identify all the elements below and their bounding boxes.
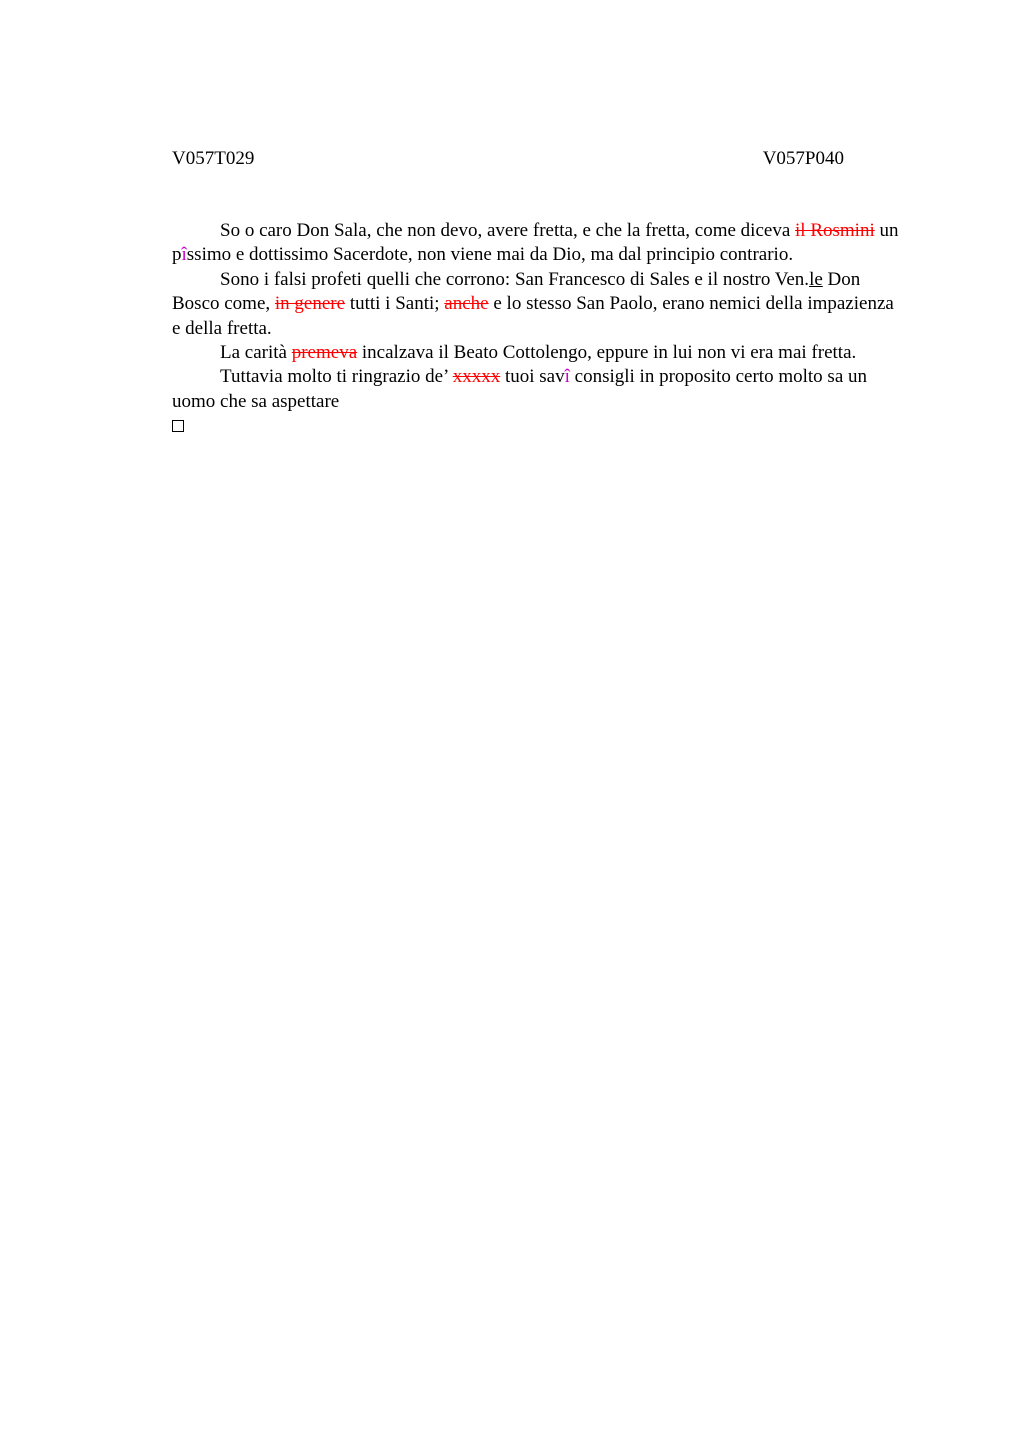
deleted-text: premeva	[291, 342, 358, 364]
corrected-letter: î	[564, 366, 570, 388]
text-run: tuoi sav	[500, 366, 565, 388]
page-header	[172, 146, 844, 172]
text-run: ssimo e dottissimo Sacerdote, non viene mai da Dio, ma dal principio contrario.	[186, 244, 794, 266]
text-run: Don Bosco come,	[172, 268, 861, 315]
text-run: Sono i falsi profeti quelli che corrono: San Francesco di Sales e il nostro Ven.	[220, 268, 810, 290]
paragraph	[172, 219, 902, 268]
page-code: V057P040	[762, 148, 844, 169]
corrected-letter: î	[181, 244, 187, 266]
underlined-text: le	[809, 268, 823, 290]
text-run: Tuttavia molto ti ringrazio de’	[220, 366, 453, 388]
deleted-text: il Rosmini	[795, 220, 875, 241]
text-run: consigli in proposito certo molto sa un uomo che sa aspettare	[172, 366, 867, 412]
paragraph	[172, 268, 902, 341]
text-run: e lo stesso San Paolo, erano nemici della impazienza e della fretta.	[172, 293, 894, 339]
text-run: tutti i Santi;	[345, 293, 445, 315]
document-code: V057T029	[172, 148, 255, 169]
paragraph	[172, 341, 902, 365]
text-run: incalzava il Beato Cottolengo, eppure in lui non vi era mai fretta.	[357, 342, 857, 364]
deleted-text: in genere	[274, 293, 346, 315]
deleted-text: xxxxx	[452, 366, 501, 388]
text-run: So o caro Don Sala, che non devo, avere fretta, e che la fretta, come diceva	[220, 220, 796, 241]
end-marker-box-icon	[172, 420, 184, 432]
paragraph	[172, 365, 902, 414]
text-run: un p	[172, 220, 899, 266]
text-run: La carità	[220, 342, 292, 364]
deleted-text: anche	[444, 293, 489, 315]
letter-body	[172, 219, 902, 432]
